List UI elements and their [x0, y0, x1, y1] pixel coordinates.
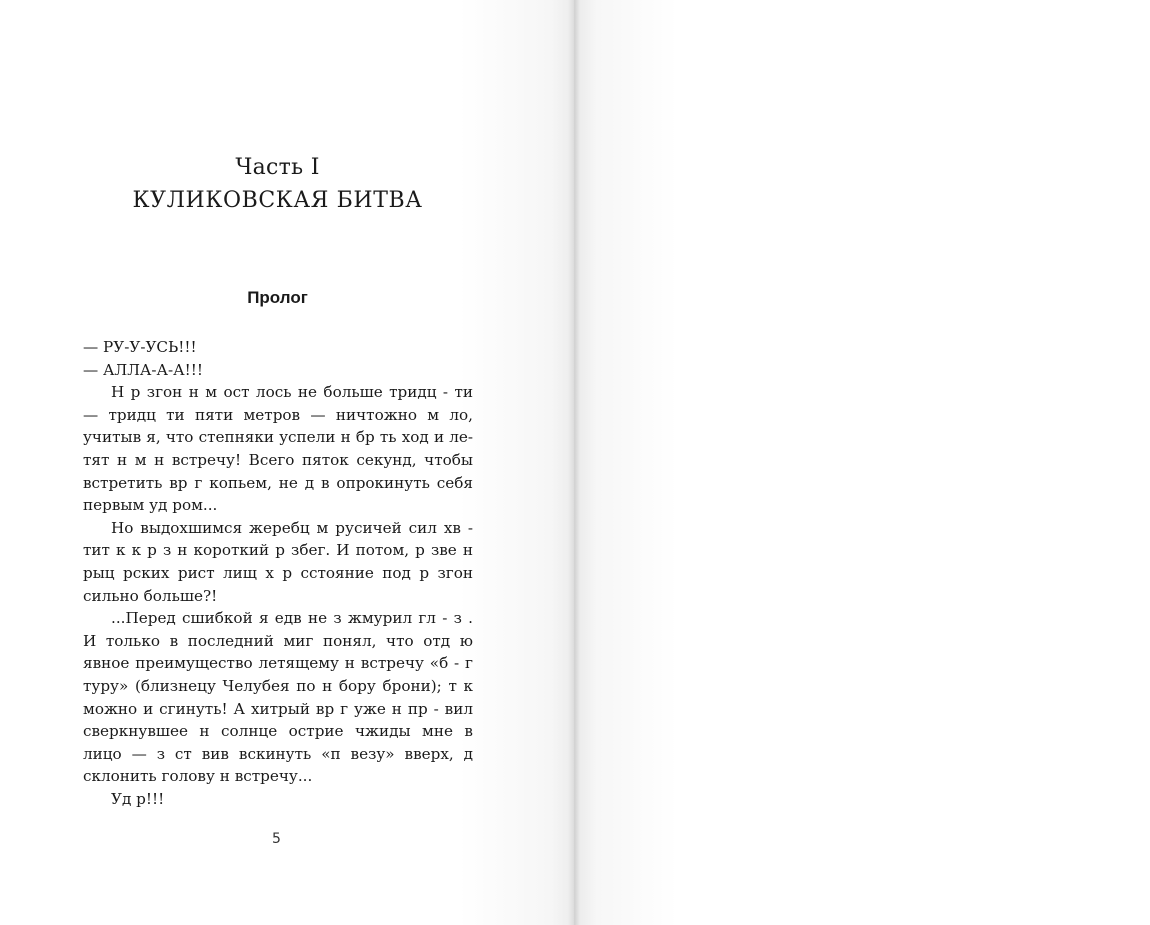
paragraph: Уд р!!!: [111, 789, 165, 808]
part-title: КУЛИКОВСКАЯ БИТВА: [132, 188, 423, 213]
paragraph: Н р згон н м ост лось не больше тридц - ти — тридц ти пяти метров — ничтожно м ло, учитыв я, что степняки успели н бр ть ход и ле- тят н м н встречу! Всего пяток секунд, чтобы встретить вр г копьем, не д в опрокинуть себя первым уд ром...: [83, 383, 473, 515]
right-page: [574, 0, 1150, 925]
book-gutter-shadow: [568, 0, 580, 925]
paragraph: — АЛЛА-А-А!!!: [83, 360, 203, 379]
page-number-left: 5: [272, 831, 281, 847]
paragraph: ...Перед сшибкой я едв не з жмурил гл - з . И только в последний миг понял, что отд ю явное преимущество летящему н встречу «б - г туру» (близнецу Челубея по н бору брони); т к можно и сгинуть! А хитрый вр г уже н пр - вил сверкнувшее н солнце острие чжиды мне в лицо — з ст вив вскинуть «п везу» вверх, д склонить голову н встречу...: [83, 609, 473, 786]
section-title: Пролог: [247, 288, 308, 307]
left-page: [0, 0, 574, 925]
left-body-text: [83, 336, 473, 810]
part-number: Часть I: [235, 155, 320, 180]
paragraph: — РУ-У-УСЬ!!!: [83, 338, 197, 356]
paragraph: Но выдохшимся жеребц м русичей сил хв - тит к к р з н короткий р збег. И потом, р зве н рыц рских рист лищ х р сстояние под р згон сильно больше?!: [83, 518, 473, 605]
